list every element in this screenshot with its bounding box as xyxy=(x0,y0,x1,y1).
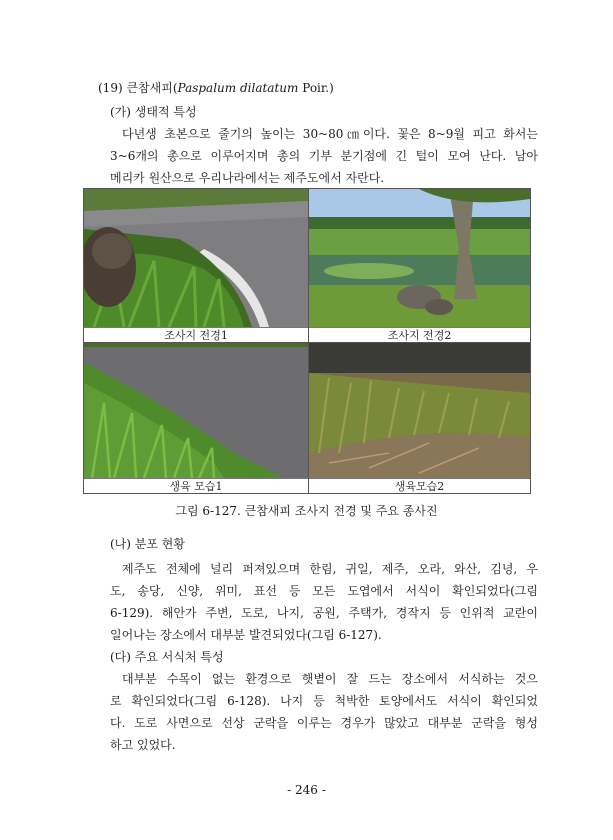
da-line-2: 로 확인되었다(그림 6-128). 나지 등 척박한 토양에서도 서식이 확인되었 xyxy=(110,694,538,708)
figure-caption: 그림 6-127. 큰참새피 조사지 전경 및 주요 종사진 xyxy=(175,504,438,518)
photo-caption-4: 생육모습2 xyxy=(309,478,530,493)
da-heading: (다) 주요 서식처 특성 xyxy=(110,650,224,664)
ga-line-2: 3~6개의 총으로 이루어지며 총의 기부 분기점에 긴 털이 모여 난다. 남아 xyxy=(110,149,538,163)
species-latin-name: Paspalum dilatatum xyxy=(177,81,299,95)
na-line-4: 일어나는 장소에서 대부분 발견되었다(그림 6-127). xyxy=(110,628,382,642)
species-korean-name: 큰참새피 xyxy=(126,81,173,95)
section-heading: (19) 큰참새피(Paspalum dilatatum Poir.) xyxy=(98,81,334,95)
photo-growth-2 xyxy=(309,343,530,478)
photo-caption-2: 조사지 전경2 xyxy=(309,327,530,342)
species-author: Poir. xyxy=(302,81,330,95)
grid-divider-horizontal xyxy=(84,342,530,343)
page-number: - 246 - xyxy=(287,783,326,797)
da-line-3: 다. 도로 사면으로 선상 군락을 이루는 경우가 많았고 대부분 군락을 형성 xyxy=(110,716,538,730)
ga-heading: (가) 생태적 특성 xyxy=(110,105,197,119)
na-heading: (나) 분포 현황 xyxy=(110,537,185,551)
photo-site-view-1 xyxy=(84,189,308,327)
na-line-3: 6-129). 해안가 주변, 도로, 나지, 공원, 주택가, 경작지 등 인위적 교란이 xyxy=(110,606,538,620)
na-line-1: 제주도 전체에 널리 퍼져있으며 한림, 귀일, 제주, 오라, 와산, 김녕, 우 xyxy=(122,562,538,576)
na-line-2: 도, 송당, 신양, 위미, 표선 등 모든 도엽에서 서식이 확인되었다(그림 xyxy=(110,584,538,598)
da-line-4: 하고 있었다. xyxy=(110,738,176,752)
photo-site-view-2 xyxy=(309,189,530,327)
ga-line-3: 메리카 원산으로 우리나라에서는 제주도에서 자란다. xyxy=(110,171,385,185)
photo-caption-3: 생육 모습1 xyxy=(84,478,308,493)
photo-growth-1 xyxy=(84,343,308,478)
photo-caption-1: 조사지 전경1 xyxy=(84,327,308,342)
photo-grid xyxy=(83,188,531,494)
section-number: (19) xyxy=(98,81,123,95)
grid-divider-vertical xyxy=(308,189,309,493)
ga-line-1: 다년생 초본으로 줄기의 높이는 30~80㎝이다. 꽃은 8~9월 피고 화서는 xyxy=(122,127,538,141)
da-line-1: 대부분 수목이 없는 환경으로 햇볕이 잘 드는 장소에서 서식하는 것으 xyxy=(122,672,538,686)
